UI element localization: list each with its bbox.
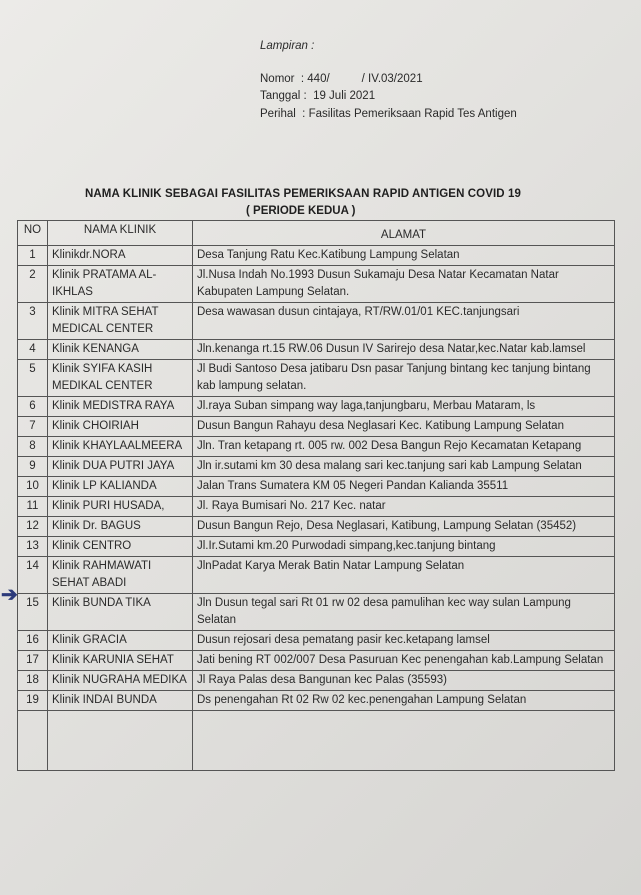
cell-alamat: Dusun rejosari desa pematang pasir kec.ketapang lamsel — [193, 631, 615, 651]
cell-no: 8 — [18, 437, 48, 457]
table-row — [18, 631, 615, 651]
perihal-line: Perihal : Fasilitas Pemeriksaan Rapid Tes Antigen — [260, 108, 517, 120]
cell-alamat: Jl.Ir.Sutami km.20 Purwodadi simpang,kec.tanjung bintang — [193, 537, 615, 557]
cell-alamat: Jati bening RT 002/007 Desa Pasuruan Kec penengahan kab.Lampung Selatan — [193, 651, 615, 671]
cell-alamat: Jl. Raya Bumisari No. 217 Kec. natar — [193, 497, 615, 517]
cell-nama-klinik: Klinik SYIFA KASIH MEDIKAL CENTER — [48, 360, 193, 397]
table-row — [18, 437, 615, 457]
cell-no: 4 — [18, 340, 48, 360]
cell-nama-klinik: Klinik KHAYLAALMEERA — [48, 437, 193, 457]
table-row — [18, 477, 615, 497]
cell-nama-klinik: Klinik GRACIA — [48, 631, 193, 651]
cell-alamat: Ds penengahan Rt 02 Rw 02 kec.penengahan Lampung Selatan — [193, 691, 615, 711]
cell-nama-klinik: Klinik INDAI BUNDA — [48, 691, 193, 711]
cell-no: 2 — [18, 266, 48, 303]
empty-cell — [48, 711, 193, 771]
table-row — [18, 340, 615, 360]
empty-cell — [18, 711, 48, 771]
cell-alamat: Jl Raya Palas desa Bangunan kec Palas (35593) — [193, 671, 615, 691]
cell-nama-klinik: Klinik DUA PUTRI JAYA — [48, 457, 193, 477]
cell-no: 14 — [18, 557, 48, 594]
cell-no: 11 — [18, 497, 48, 517]
cell-nama-klinik: Klinik MITRA SEHAT MEDICAL CENTER — [48, 303, 193, 340]
cell-no: 6 — [18, 397, 48, 417]
table-row — [18, 651, 615, 671]
cell-no: 15 — [18, 594, 48, 631]
cell-nama-klinik: Klinik MEDISTRA RAYA — [48, 397, 193, 417]
table-header-row — [18, 221, 615, 246]
table-row — [18, 497, 615, 517]
cell-no: 10 — [18, 477, 48, 497]
cell-no: 3 — [18, 303, 48, 340]
cell-no: 9 — [18, 457, 48, 477]
table-row — [18, 671, 615, 691]
table-row — [18, 537, 615, 557]
cell-nama-klinik: Klinik CHOIRIAH — [48, 417, 193, 437]
pen-arrow-mark-icon: ➔ — [1, 584, 18, 606]
table-row — [18, 246, 615, 266]
cell-alamat: Desa wawasan dusun cintajaya, RT/RW.01/01 KEC.tanjungsari — [193, 303, 615, 340]
cell-nama-klinik: Klinik NUGRAHA MEDIKA — [48, 671, 193, 691]
cell-alamat: Jl.Nusa Indah No.1993 Dusun Sukamaju Desa Natar Kecamatan Natar Kabupaten Lampung Selatan. — [193, 266, 615, 303]
lampiran-label: Lampiran : — [260, 40, 315, 52]
nomor-line: Nomor : 440/ / IV.03/2021 — [260, 73, 423, 85]
cell-no: 17 — [18, 651, 48, 671]
cell-no: 16 — [18, 631, 48, 651]
cell-nama-klinik: Klinik PURI HUSADA, — [48, 497, 193, 517]
cell-nama-klinik: Klinik Dr. BAGUS — [48, 517, 193, 537]
table-row — [18, 266, 615, 303]
cell-alamat: Jl.raya Suban simpang way laga,tanjungbaru, Merbau Mataram, ls — [193, 397, 615, 417]
cell-nama-klinik: Klinikdr.NORA — [48, 246, 193, 266]
cell-alamat: Jl Budi Santoso Desa jatibaru Dsn pasar Tanjung bintang kec tanjung bintang kab lampung selatan. — [193, 360, 615, 397]
clinic-table — [17, 220, 615, 771]
table-row — [18, 397, 615, 417]
cell-nama-klinik: Klinik KENANGA — [48, 340, 193, 360]
cell-alamat: Dusun Bangun Rahayu desa Neglasari Kec. Katibung Lampung Selatan — [193, 417, 615, 437]
empty-table-row — [18, 711, 615, 771]
cell-alamat: Jln. Tran ketapang rt. 005 rw. 002 Desa Bangun Rejo Kecamatan Ketapang — [193, 437, 615, 457]
cell-alamat: Desa Tanjung Ratu Kec.Katibung Lampung Selatan — [193, 246, 615, 266]
cell-alamat: Dusun Bangun Rejo, Desa Neglasari, Katibung, Lampung Selatan (35452) — [193, 517, 615, 537]
tanggal-line: Tanggal : 19 Juli 2021 — [260, 90, 376, 102]
document-subtitle: ( PERIODE KEDUA ) — [246, 205, 356, 217]
cell-nama-klinik: Klinik RAHMAWATI SEHAT ABADI — [48, 557, 193, 594]
cell-alamat: Jln Dusun tegal sari Rt 01 rw 02 desa pamulihan kec way sulan Lampung Selatan — [193, 594, 615, 631]
cell-nama-klinik: Klinik CENTRO — [48, 537, 193, 557]
header-no: NO — [18, 221, 48, 246]
cell-no: 5 — [18, 360, 48, 397]
table-row — [18, 594, 615, 631]
empty-cell — [193, 711, 615, 771]
cell-nama-klinik: Klinik LP KALIANDA — [48, 477, 193, 497]
table-row — [18, 457, 615, 477]
header-alamat: ALAMAT — [193, 221, 615, 246]
table-row — [18, 360, 615, 397]
table-row — [18, 517, 615, 537]
cell-alamat: Jalan Trans Sumatera KM 05 Negeri Pandan Kalianda 35511 — [193, 477, 615, 497]
table-row — [18, 417, 615, 437]
table-body — [18, 246, 615, 771]
cell-no: 12 — [18, 517, 48, 537]
cell-nama-klinik: Klinik BUNDA TIKA — [48, 594, 193, 631]
cell-alamat: Jln.kenanga rt.15 RW.06 Dusun IV Sarirejo desa Natar,kec.Natar kab.lamsel — [193, 340, 615, 360]
cell-alamat: Jln ir.sutami km 30 desa malang sari kec.tanjung sari kab Lampung Selatan — [193, 457, 615, 477]
document-title: NAMA KLINIK SEBAGAI FASILITAS PEMERIKSAAN RAPID ANTIGEN COVID 19 — [85, 188, 521, 200]
cell-no: 19 — [18, 691, 48, 711]
table-row — [18, 691, 615, 711]
cell-no: 18 — [18, 671, 48, 691]
cell-nama-klinik: Klinik PRATAMA AL-IKHLAS — [48, 266, 193, 303]
table-row — [18, 557, 615, 594]
table-row — [18, 303, 615, 340]
cell-nama-klinik: Klinik KARUNIA SEHAT — [48, 651, 193, 671]
header-nama-klinik: NAMA KLINIK — [48, 221, 193, 246]
cell-alamat: JlnPadat Karya Merak Batin Natar Lampung Selatan — [193, 557, 615, 594]
cell-no: 13 — [18, 537, 48, 557]
cell-no: 1 — [18, 246, 48, 266]
cell-no: 7 — [18, 417, 48, 437]
